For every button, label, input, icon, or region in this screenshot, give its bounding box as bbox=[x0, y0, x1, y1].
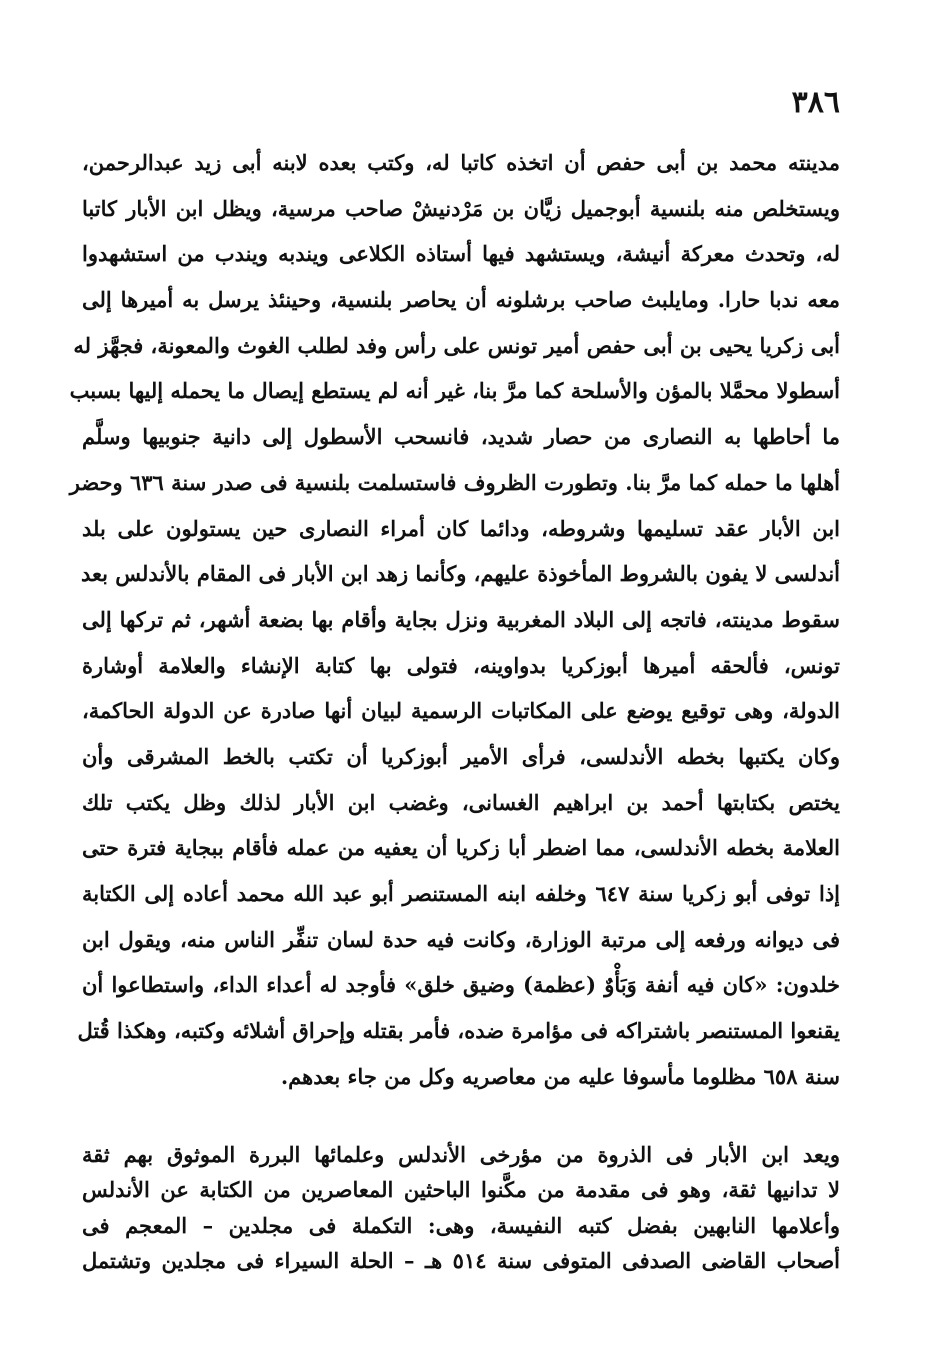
text-line: ما أحاطها به النصارى من حصار شديد، فانسحب الأسطول إلى دانية جنوبيها وسلَّم bbox=[82, 424, 840, 450]
text-line: له، وتحدث معركة أنيشة، ويستشهد فيها أستاذه الكلاعى ويندبه ويندب من استشهدوا bbox=[82, 241, 840, 267]
text-line: وأعلامها النابهين بفضل كتبه النفيسة، وهى: التكملة فى مجلدين – المعجم فى bbox=[82, 1212, 840, 1238]
text-line: ويستخلص منه بلنسية أبوجميل زيَّان بن مَرْدنيشْ صاحب مرسية، ويظل ابن الأبار كاتبا bbox=[82, 195, 840, 221]
text-line: لا تدانيها ثقة، وهو فى مقدمة من مكَّنوا الباحثين المعاصرين من الكتابة عن الأندلس bbox=[82, 1177, 840, 1203]
text-line: أندلسى لا يفون بالشروط المأخوذة عليهم، وكأنما زهد ابن الأبار فى المقام بالأندلس بعد bbox=[80, 561, 840, 587]
text-line: تونس، فألحقه أميرها أبوزكريا بدواوينه، فتولى بها كتابة الإنشاء والعلامة أوشارة bbox=[82, 652, 840, 678]
paragraph-biography bbox=[69, 140, 840, 1099]
text-line: سقوط مدينته، فاتجه إلى البلاد المغربية ونزل بجاية وأقام بها بضعة أشهر، ثم تركها إلى bbox=[82, 606, 840, 632]
text-line: أسطولا محمَّلا بالمؤن والأسلحة كما مرَّ بنا، غير أنه لم يستطع إيصال ما يحمله إليها بسبب bbox=[69, 378, 840, 404]
text-line: فى ديوانه ورفعه إلى مرتبة الوزارة، وكانت فيه حدة لسان تنفِّر الناس منه، ويقول ابن bbox=[82, 926, 840, 952]
text-line: أهلها ما حمله كما مرَّ بنا. وتطورت الظروف فاستسلمت بلنسية فى صدر سنة ٦٣٦ وحضر bbox=[69, 469, 840, 495]
text-line: يختص بكتابتها أحمد بن ابراهيم الغسانى، وغضب ابن الأبار لذلك وظل يكتب تلك bbox=[82, 789, 840, 815]
page-number: ٣٨٦ bbox=[791, 85, 840, 120]
text-line: ابن الأبار عقد تسليمها وشروطه، ودائما كان أمراء النصارى حين يستولون على بلد bbox=[82, 515, 840, 541]
text-line: الدولة، وهى توقيع يوضع على المكاتبات الرسمية لبيان أنها صادرة عن الدولة الحاكمة، bbox=[82, 698, 840, 724]
text-line: أبى زكريا يحيى بن أبى حفص أمير تونس على رأس وفد لطلب الغوث والمعونة، فجهَّز له bbox=[73, 332, 840, 358]
text-line: معه ندبا حارا. ومايلبث صاحب برشلونه أن يحاصر بلنسية، وحينئذ يرسل به أميرها إلى bbox=[82, 287, 840, 313]
text-line: سنة ٦٥٨ مظلوما مأسوفا عليه من معاصريه وكل من جاء بعدهم. bbox=[280, 1063, 840, 1089]
text-line: وكان يكتبها بخطه الأندلسى، فرأى الأمير أبوزكريا أن تكتب بالخط المشرقى وأن bbox=[82, 743, 840, 769]
text-line: خلدون: «كان فيه أنفة وَبَأْوٌ (عظمة) وضيق خلق» فأوجد له أعداء الداء، واستطاعوا أن bbox=[82, 972, 840, 998]
text-line: يقنعوا المستنصر باشتراكه فى مؤامرة ضده، فأمر بقتله وإحراق أشلائه وكتبه، وهكذا قُتل bbox=[77, 1018, 840, 1044]
paragraph-works bbox=[82, 1137, 840, 1278]
text-line: ويعد ابن الأبار فى الذروة من مؤرخى الأندلس وعلمائها البررة الموثوق بهم ثقة bbox=[82, 1142, 840, 1167]
text-line: إذا توفى أبو زكريا سنة ٦٤٧ وخلفه ابنه المستنصر أبو عبد الله محمد أعاده إلى الكتابة bbox=[82, 881, 840, 906]
text-line: مدينته محمد بن أبى حفص أن اتخذه كاتبا له، وكتب بعده لابنه أبى زيد عبدالرحمن، bbox=[82, 150, 840, 175]
text-line: العلامة بخطه الأندلسى، مما اضطر أبا زكريا أن يعفيه من عمله فأقام ببجاية فترة حتى bbox=[82, 835, 840, 861]
text-line: أصحاب القاضى الصدفى المتوفى سنة ٥١٤ هـ – الحلة السيراء فى مجلدين وتشتمل bbox=[82, 1247, 840, 1273]
